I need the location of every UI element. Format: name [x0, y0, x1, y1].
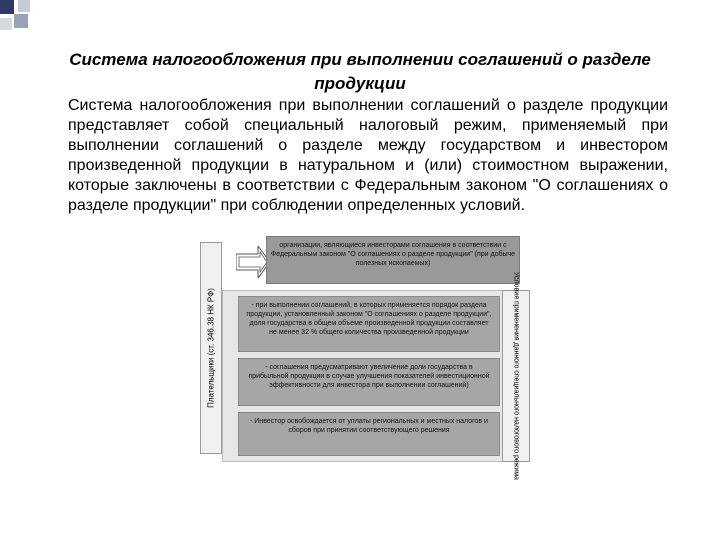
condition-box: - соглашения предусматривают увеличение доли государства в прибыльной продукции в случае улучшения показателей инвестиционной эффективности для инвестора при выполнении соглашений)	[238, 358, 500, 406]
slide-title: Система налогообложения при выполнении соглашений о разделе продукции	[69, 50, 651, 93]
payers-label: Плательщики (ст. 346.38 НК РФ)	[206, 288, 216, 408]
decor-square-mid	[14, 14, 28, 28]
conditions-label-box	[502, 272, 530, 480]
conditions-label: Условия применения данного специального налогового режима	[512, 272, 520, 480]
decor-square-dark	[0, 0, 14, 14]
body-paragraph: Система налогообложения при выполнении соглашений о разделе продукции представляет собой специальный налоговый режим, применяемый при выполнении соглашений о разделе между государством и инвестором произведенной продукции в натуральном и (или) стоимостном выражении, которые заключены в соответствии с Федеральным законом "О соглашениях о разделе продукции" при соблюдении определенных условий.	[68, 97, 668, 214]
condition-box: - при выполнении соглашений, в которых применяется порядок раздела продукции, установленный законом "О соглашениях о разделе продукции", доля государства в общем объеме произведенной продукции составляет не менее 32 % общего количества произведенной продукции	[238, 296, 500, 352]
payers-label-box	[200, 242, 222, 454]
investor-box: организации, являющиеся инвесторами соглашения в соответствии с Федеральным законом "О соглашениях о разделе продукции" (при добыче полезных ископаемых)	[266, 236, 520, 284]
right-arrow-icon	[236, 246, 270, 278]
taxation-diagram	[200, 230, 530, 480]
condition-box: - Инвестор освобождается от уплаты региональных и местных налогов и сборов при принятии соответствующего решения	[238, 412, 500, 456]
decor-square-light-2	[0, 18, 12, 30]
decor-square-light	[18, 0, 30, 12]
